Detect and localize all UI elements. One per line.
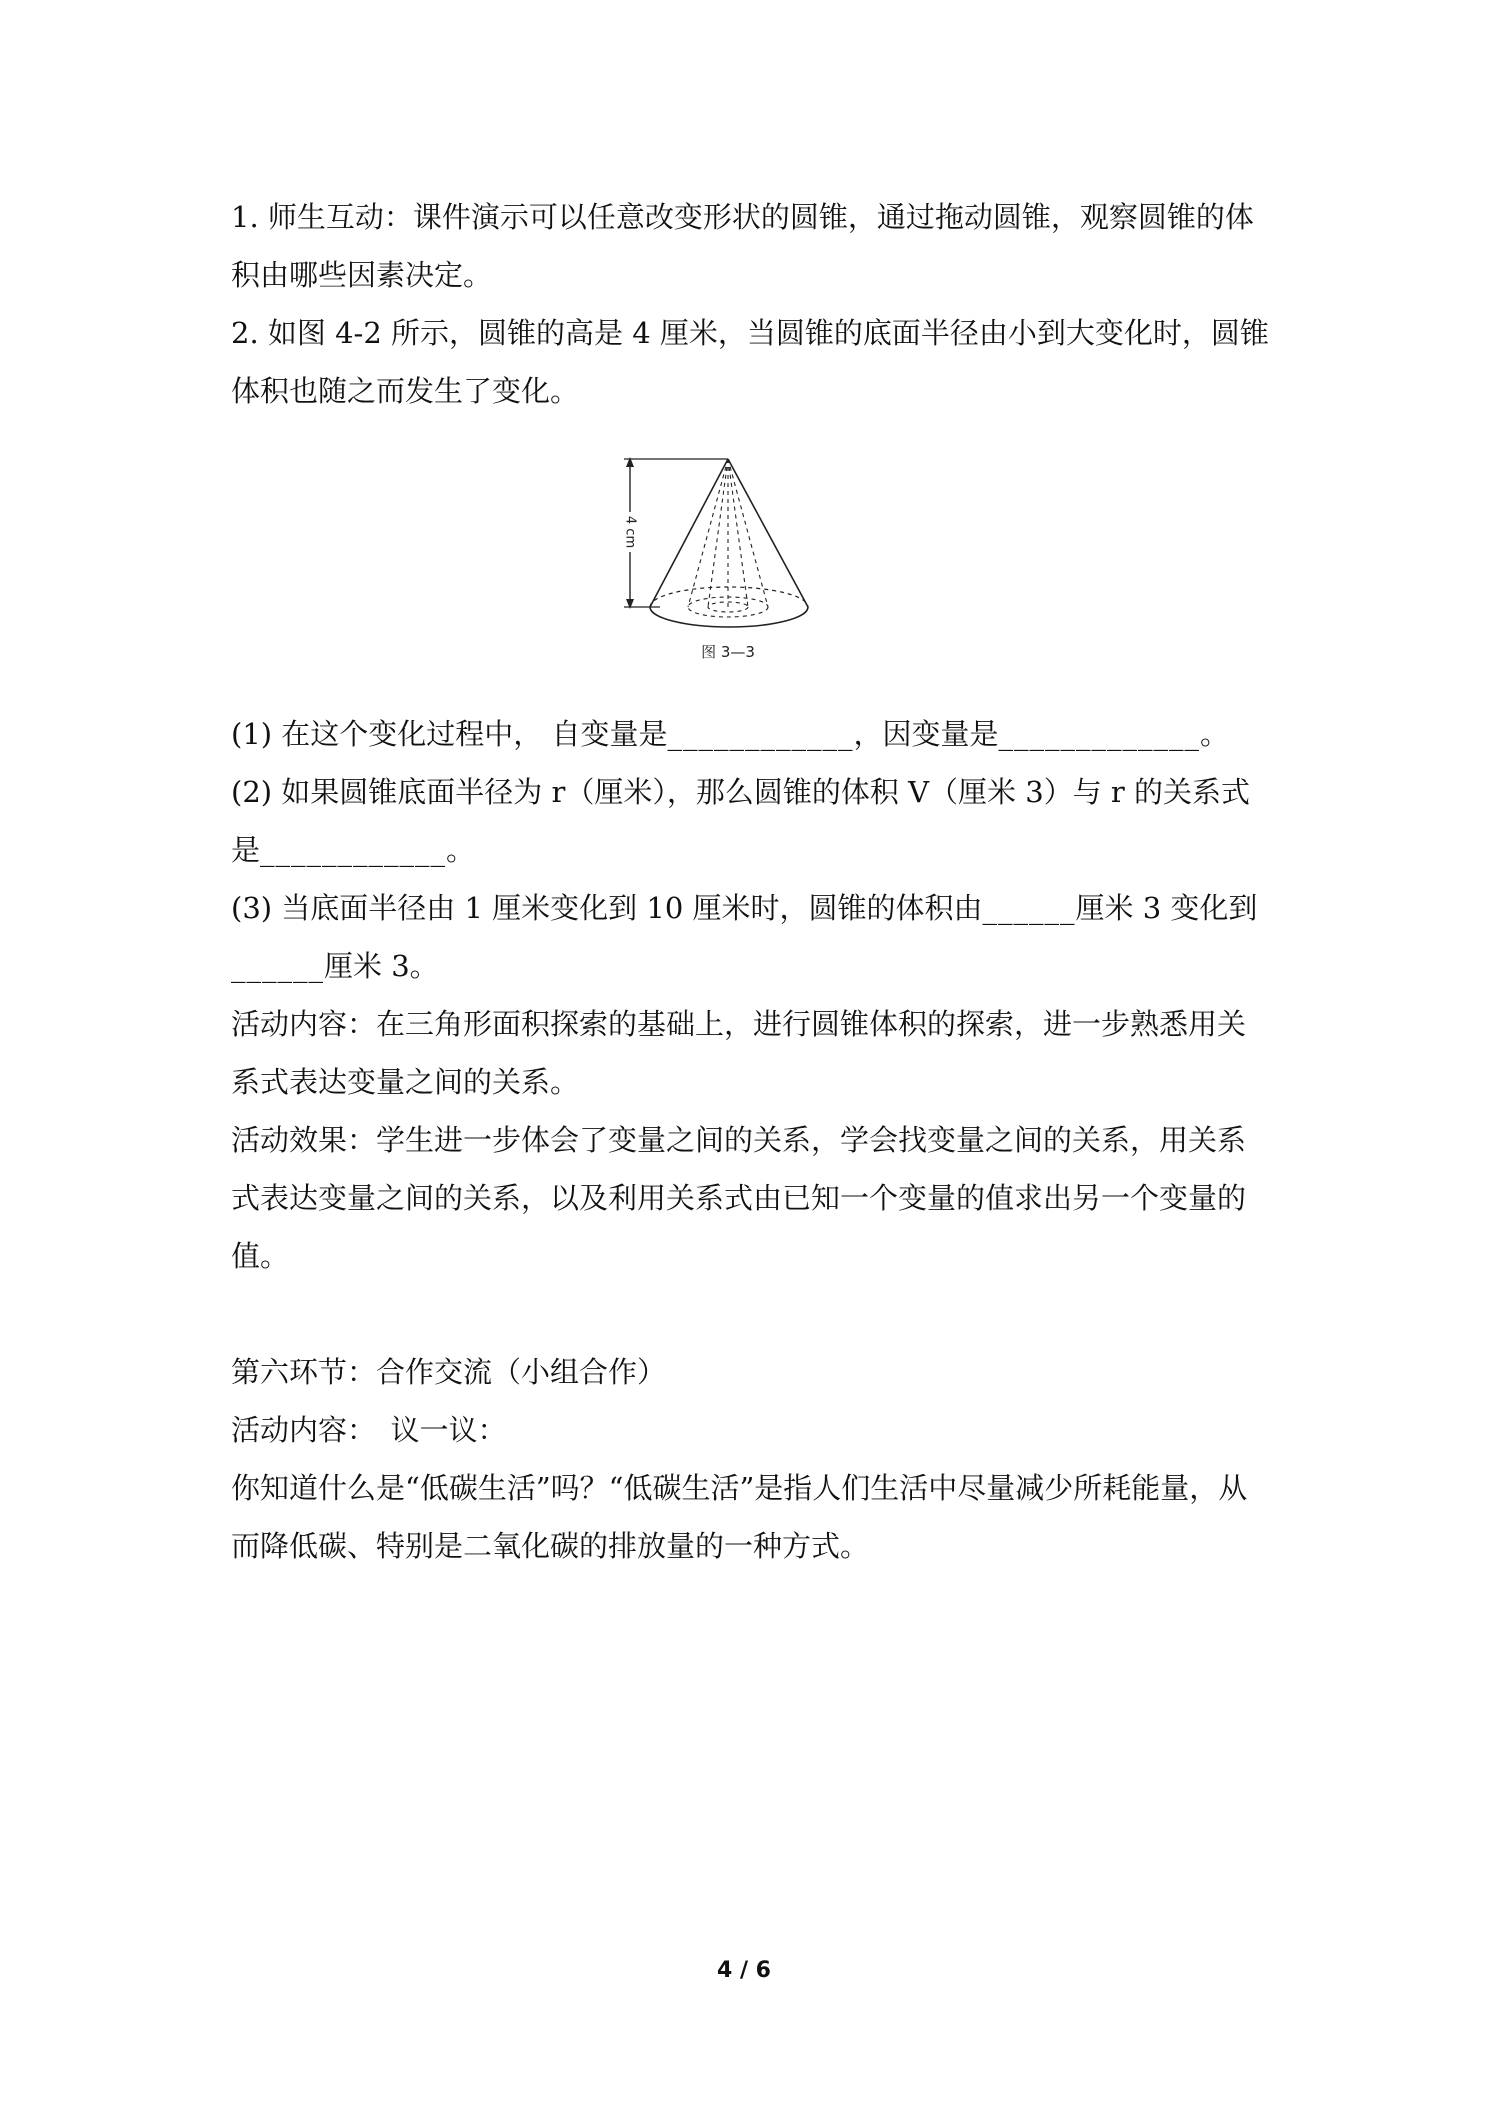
section6-paragraph: 你知道什么是“低碳生活”吗？“低碳生活”是指人们生活中尽量减少所耗能量，从而降低碳、特别是二氧化碳的排放量的一种方式。 xyxy=(231,1471,1248,1563)
section6-title: 第六环节：合作交流（小组合作） xyxy=(231,1355,667,1389)
q1-blank-dependent: _____________ xyxy=(998,717,1201,751)
activity-effect: 活动效果：学生进一步体会了变量之间的关系，学会找变量之间的关系，用关系式表达变量之间的关系，以及利用关系式由已知一个变量的值求出另一个变量的值。 xyxy=(231,1123,1247,1273)
q1-blank-independent: ____________ xyxy=(667,717,854,751)
questions-block xyxy=(231,705,1271,1575)
q3-mid: 厘米 3 变化到 xyxy=(1075,891,1258,925)
q3-blank-end: ______ xyxy=(231,949,324,983)
q3-prefix: (3) 当底面半径由 1 厘米变化到 10 厘米时，圆锥的体积由 xyxy=(231,891,983,925)
page-number: 4 / 6 xyxy=(717,1958,771,1983)
intro-items xyxy=(231,188,1271,420)
question-2 xyxy=(231,763,1271,879)
cone-diagram xyxy=(620,447,880,672)
section6-content-label: 活动内容： 议一议： xyxy=(231,1413,507,1447)
q3-blank-start: ______ xyxy=(982,891,1076,925)
q2-prefix: (2) 如果圆锥底面半径为 r（厘米），那么圆锥的体积 V（厘米 3）与 r 的关系式是 xyxy=(231,775,1251,867)
figure-caption: 图 3—3 xyxy=(701,643,755,661)
item-1: 1. 师生互动：课件演示可以任意改变形状的圆锥，通过拖动圆锥，观察圆锥的体积由哪些因素决定。 xyxy=(231,200,1254,292)
cone-figure xyxy=(620,447,880,672)
question-1 xyxy=(231,705,1271,763)
q1-prefix: (1) 在这个变化过程中， 自变量是 xyxy=(231,717,668,751)
question-3 xyxy=(231,879,1271,995)
q2-end: 。 xyxy=(446,833,476,867)
height-label: 4 cm xyxy=(622,515,638,549)
section-gap xyxy=(231,1285,1271,1343)
q2-blank: ____________ xyxy=(260,833,447,867)
activity-content: 活动内容：在三角形面积探索的基础上，进行圆锥体积的探索，进一步熟悉用关系式表达变量之间的关系。 xyxy=(231,1007,1247,1099)
q1-end: 。 xyxy=(1200,717,1230,751)
q1-mid: ，因变量是 xyxy=(853,717,999,751)
item-2: 2. 如图 4-2 所示，圆锥的高是 4 厘米，当圆锥的底面半径由小到大变化时，圆锥体积也随之而发生了变化。 xyxy=(231,316,1269,408)
q3-end: 厘米 3。 xyxy=(324,949,439,983)
